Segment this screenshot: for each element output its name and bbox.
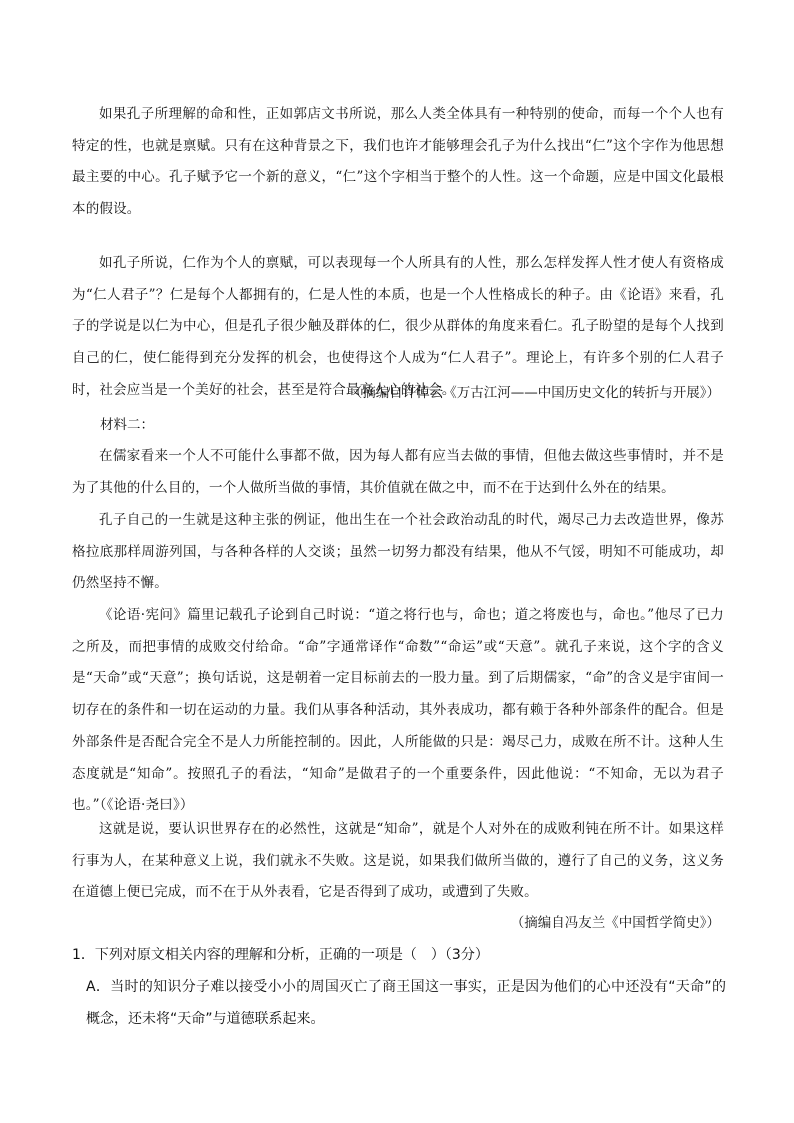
question-stem: 1．下列对原文相关内容的理解和分析，正确的一项是（ ）（3分） xyxy=(72,947,489,963)
passage-paragraph-5: 《论语·宪问》篇里记载孔子论到自己时说：“道之将行也与，命也；道之将废也与，命也。”他尽了已力之所及，而把事情的成败交付给命。“命”字通常译作“命数”“命运”或“天意”。就孔子来说，这个字的含义是“天命”或“天意”；换句话说，这是朝着一定目标前去的一股力量。到了后期儒家，“命”的含义是宇宙间一切存在的条件和一切在运动的力量。我们从事各种活动，其外表成功，都有赖于各种外部条件的配合。但是外部条件是否配合完全不是人力所能控制的。因此，人所能做的只是：竭尽己力，成败在所不计。这种人生态度就是“知命”。按照孔子的看法，“知命”是做君子的一个重要条件，因此他说：“不知命，无以为君子也。”（《论语·尧曰》） xyxy=(72,607,724,814)
source-citation-1: （摘编自许倬云《万古江河——中国历史文化的转折与开展》） xyxy=(348,385,720,401)
material-2-label: 材料二： xyxy=(100,417,154,433)
passage-paragraph-4: 孔子自己的一生就是这种主张的例证，他出生在一个社会政治动乱的时代，竭尽己力去改造世界，像苏格拉底那样周游列国，与各种各样的人交谈；虽然一切努力都没有结果，他从不气馁，明知不可能成功，却仍然坚持不懈。 xyxy=(72,512,724,592)
source-citation-2: （摘编自冯友兰《中国哲学简史》） xyxy=(510,915,720,931)
passage-paragraph-2: 如孔子所说，仁作为个人的禀赋，可以表现每一个人所具有的人性，那么怎样发挥人性才使人有资格成为“仁人君子”？仁是每个人都拥有的，仁是人性的本质，也是一个人性格成长的种子。由《论语》来看，孔子的学说是以仁为中心，但是孔子很少触及群体的仁，很少从群体的角度来看仁。孔子盼望的是每个人找到自己的仁，使仁能得到充分发挥的机会，也使得这个人成为“仁人君子”。理论上，有许多个别的仁人君子时，社会应当是一个美好的社会，甚至是符合最高人心的社会。 xyxy=(72,255,724,398)
passage-paragraph-1: 如果孔子所理解的命和性，正如郭店文书所说，那么人类全体具有一种特别的使命，而每一个个人也有特定的性，也就是禀赋。只有在这种背景之下，我们也许才能够理会孔子为什么找出“仁”这个字作为他思想最主要的中心。孔子赋予它一个新的意义，“仁”这个字相当于整个的人性。这一个命题，应是中国文化最根本的假设。 xyxy=(72,106,724,218)
option-a[interactable]: A．当时的知识分子难以接受小小的周国灭亡了商王国这一事实，正是因为他们的心中还没有“天命”的概念，还未将“天命”与道德联系起来。 xyxy=(86,979,726,1027)
passage-paragraph-6: 这就是说，要认识世界存在的必然性，这就是“知命”，就是个人对外在的成败利钝在所不计。如果这样行事为人，在某种意义上说，我们就永不失败。这是说，如果我们做所当做的，遵行了自己的义务，这义务在道德上便已完成，而不在于从外表看，它是否得到了成功，或遭到了失败。 xyxy=(72,821,724,901)
passage-paragraph-3: 在儒家看来一个人不可能什么事都不做，因为每人都有应当去做的事情，但他去做这些事情时，并不是为了其他的什么目的，一个人做所当做的事情，其价值就在做之中，而不在于达到什么外在的结果。 xyxy=(72,448,724,496)
